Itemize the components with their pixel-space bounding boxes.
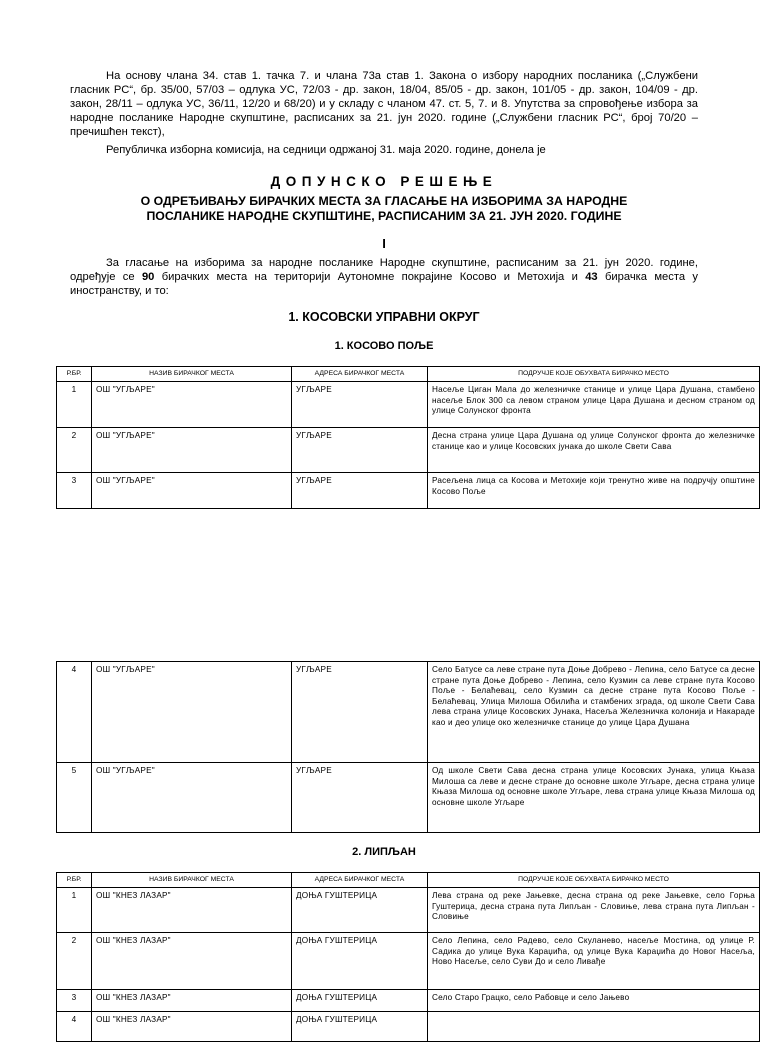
table-row: 2 ОШ "КНЕЗ ЛАЗАР" ДОЊА ГУШТЕРИЦА Село Лепина, село Радево, село Скуланево, насеље Мостина, од улице Р. Садика до улице Вука Караџића, од улице Вука Караџића до Новог Насеља, Ново Насеље, село Суви До и село Ливађе (57, 933, 760, 990)
article-numeral: I (382, 236, 386, 251)
document-subtitle-line1: О ОДРЕЂИВАЊУ БИРАЧКИХ МЕСТА ЗА ГЛАСАЊЕ НА ИЗБОРИМА ЗА НАРОДНЕ (140, 194, 628, 208)
document-subtitle-line2: ПОСЛАНИКЕ НАРОДНЕ СКУПШТИНЕ, РАСПИСАНИМ ЗА 21. ЈУН 2020. ГОДИНЕ (146, 209, 622, 223)
header-address: АДРЕСА БИРАЧКОГ МЕСТА (292, 367, 428, 382)
intro-legal-basis: На основу члана 34. став 1. тачка 7. и члана 73а став 1. Закона о избору народних посланика („Службени гласник РС“, бр. 35/00, 57/03 – одлука УС, 72/03 - др. закон, 18/04, 85/05 - др. закон, 101/05 - др. закон, 104/09 - др. закон, 28/11 – одлука УС, 36/11, 12/20 и 68/20) и у складу с чланом 47. ст. 5, 7. и 8. Упутства за спровођење избора за народне посланике Народне скупштине, расписаних за 21. јун 2020. године („Службени гласник РС“, број 70/20 – пречишћен текст), (70, 70, 698, 138)
table-row: 3 ОШ "УГЉАРЕ" УГЉАРЕ Расељена лица са Косова и Метохије који тренутно живе на подручју општине Косово Поље (57, 473, 760, 509)
table-header-row (57, 873, 760, 888)
document-title: ДОПУНСКО РЕШЕЊЕ (270, 174, 498, 189)
polling-table-kosovo-polje-continued (56, 661, 760, 833)
table-row: 5 ОШ "УГЉАРЕ" УГЉАРЕ Од школе Свети Сава десна страна улице Косовских Јунака, улица Књаза Милоша са леве и десне стране до основне школе Угљаре, десна страна улице Књаза Милоша од основне школе Угљаре, лева страна улице Књаза Милоша од основне школе Угљаре (57, 763, 760, 833)
table-row: 4 ОШ "КНЕЗ ЛАЗАР" ДОЊА ГУШТЕРИЦА (57, 1012, 760, 1042)
header-num: Р.БР. (57, 873, 92, 888)
count-abroad: 43 (585, 271, 598, 283)
table-row: 4 ОШ "УГЉАРЕ" УГЉАРЕ Село Батусе са леве стране пута Доње Добрево - Лепина, село Батусе са десне стране пута Доње Добрево - Лепина, село Кузмин са леве стране пута Косово Поље - Белаћевац, село Кузмин са десне стране пута Косово Поље - Белаћевац, Улица Милоша Обилића и стамбених зграда, од школе Свети Сава лева страна улице Косовских Јунака, Насеља Железничка колонија и Накараде као и део улице око железничке станице до улице Цара Душана (57, 662, 760, 763)
municipality-title-lipljan: 2. ЛИПЉАН (352, 846, 416, 858)
article-text: За гласање на изборима за народне посланике Народне скупштине, расписаним за 21. јун 2020. године, одређује се 90 бирачких места на територији Аутономне покрајине Косово и Метохија и 43 бирачка места у иностранству, и то: (70, 257, 698, 297)
section-title: 1. КОСОВСКИ УПРАВНИ ОКРУГ (288, 310, 480, 324)
header-name: НАЗИВ БИРАЧКОГ МЕСТА (92, 367, 292, 382)
intro-commission: Републичка изборна комисија, на седници одржаној 31. маја 2020. године, донела је (106, 144, 546, 156)
table-row: 1 ОШ "КНЕЗ ЛАЗАР" ДОЊА ГУШТЕРИЦА Лева страна од реке Јањевке, десна страна од реке Јањевке, село Горња Гуштерица, десна страна пута Липљан - Словиње, лева страна пута Липљан - Словиње (57, 888, 760, 933)
polling-table-kosovo-polje (56, 366, 760, 509)
municipality-title-kosovo-polje: 1. КОСОВО ПОЉЕ (334, 340, 434, 352)
count-kosovo: 90 (141, 271, 155, 283)
table-row: 3 ОШ "КНЕЗ ЛАЗАР" ДОЊА ГУШТЕРИЦА Село Старо Грацко, село Рабовце и село Јањево (57, 990, 760, 1012)
header-area: ПОДРУЧЈЕ КОЈЕ ОБУХВАТА БИРАЧКО МЕСТО (428, 873, 760, 888)
polling-table-lipljan (56, 872, 760, 1042)
header-name: НАЗИВ БИРАЧКОГ МЕСТА (92, 873, 292, 888)
header-num: Р.БР. (57, 367, 92, 382)
table-row: 2 ОШ "УГЉАРЕ" УГЉАРЕ Десна страна улице Цара Душана од улице Солунског фронта до железничке станице као и улице Косовских јунака до школе Свети Сава (57, 428, 760, 473)
table-row: 1 ОШ "УГЉАРЕ" УГЉАРЕ Насеље Циган Мала до железничке станице и улице Цара Душана, стамбено насеље Блок 300 са левом страном улице Цара Душана и десном страном од улице Солунског фронта (57, 382, 760, 428)
header-area: ПОДРУЧЈЕ КОЈЕ ОБУХВАТА БИРАЧКО МЕСТО (428, 367, 760, 382)
table-header-row (57, 367, 760, 382)
header-address: АДРЕСА БИРАЧКОГ МЕСТА (292, 873, 428, 888)
